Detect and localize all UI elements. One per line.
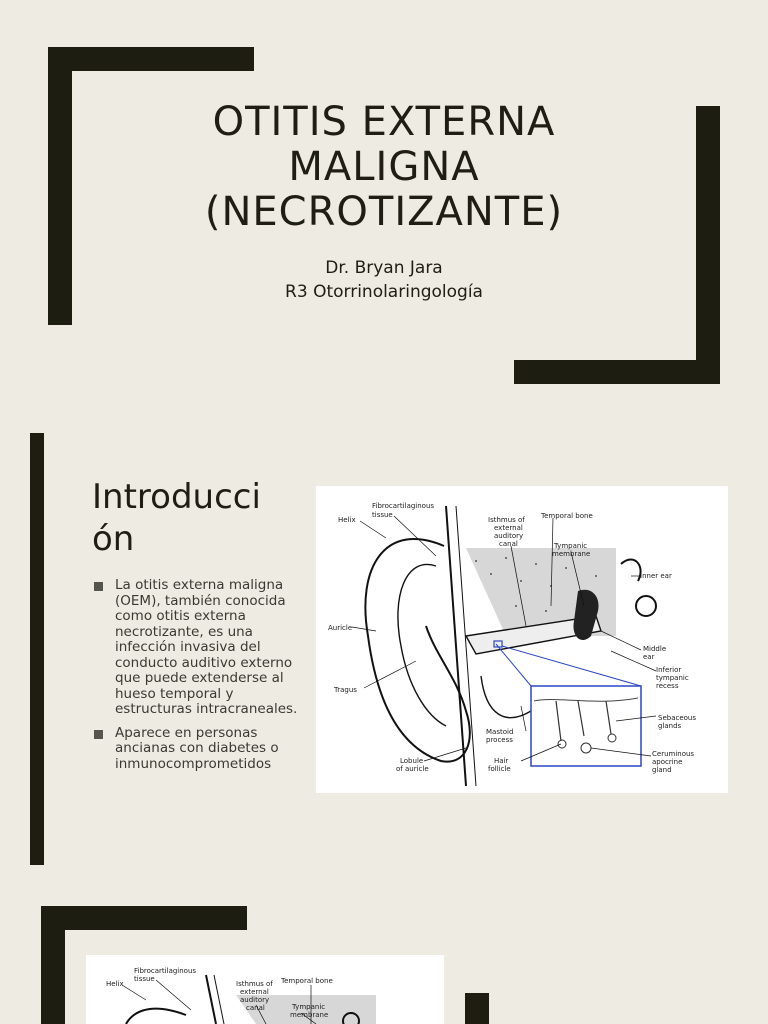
antihelix-outline <box>398 564 446 726</box>
title-line: OTITIS EXTERNA <box>212 99 556 145</box>
cochlea-shape <box>636 596 656 616</box>
author-name: Dr. Bryan Jara <box>325 258 443 278</box>
corner-frame-bottom-bar <box>514 360 720 384</box>
ear-anatomy-illustration <box>316 486 728 793</box>
semicircular-canal-shape <box>621 559 641 581</box>
ear-anatomy-diagram-repeat <box>86 955 444 1024</box>
title-line: MALIGNA <box>288 144 480 190</box>
accent-vertical-bar <box>30 433 44 865</box>
skull-edge-line <box>446 506 466 786</box>
skull-edge-line <box>206 975 216 1024</box>
corner-frame-top-bar <box>48 47 254 71</box>
bullet-text: Aparece en personas ancianas con diabetes o inmunocomprometidos <box>115 724 279 772</box>
label-mastoid: Mastoid <box>486 728 514 736</box>
label-apocrine: apocrine <box>652 758 683 766</box>
label-recess: recess <box>656 682 679 690</box>
inset-detail-box <box>531 686 641 766</box>
presentation-title <box>130 100 638 235</box>
label-gland: gland <box>652 766 672 774</box>
label-auricle: Auricle <box>328 624 353 632</box>
label-inferior: Inferior <box>656 666 682 674</box>
label-ear: ear <box>643 653 655 661</box>
label-lobule: Lobule <box>400 757 424 765</box>
label-fibrocartilaginous: Fibrocartilaginous <box>134 967 197 975</box>
label-inner-ear: Inner ear <box>640 572 672 580</box>
author-role: R3 Otorrinolaringología <box>285 282 483 302</box>
inset-connector-lines <box>496 644 641 686</box>
ear-anatomy-diagram <box>316 486 728 793</box>
label-isthmus: Isthmus of <box>236 980 273 988</box>
label-tympanic-2: tympanic <box>656 674 689 682</box>
label-external: external <box>494 524 523 532</box>
label-helix: Helix <box>106 980 124 988</box>
label-tympanic: Tympanic <box>292 1003 326 1011</box>
label-membrane: membrane <box>552 550 591 558</box>
label-membrane: membrane <box>290 1011 329 1019</box>
label-process: process <box>486 736 513 744</box>
mastoid-outline <box>481 676 531 718</box>
label-temporal-bone: Temporal bone <box>281 977 333 985</box>
label-sebaceous: Sebaceous <box>658 714 697 722</box>
bullet-square-icon <box>94 730 103 739</box>
bullet-item <box>92 578 302 718</box>
label-of-auricle: of auricle <box>396 765 429 773</box>
auricle-outline <box>126 1009 186 1024</box>
presentation-subtitle <box>150 256 618 304</box>
ear-anatomy-illustration-repeat <box>86 955 444 1024</box>
slide-heading <box>92 476 292 560</box>
corner-frame-right-bar <box>465 993 489 1024</box>
corner-frame-top-bar <box>41 906 247 930</box>
label-tympanic: Tympanic <box>554 542 588 550</box>
label-canal: canal <box>499 540 518 548</box>
label-hair: Hair <box>494 757 509 765</box>
bullet-text: La otitis externa maligna (OEM), también conocida como otitis externa necrotizante, es una infección invasiva del conducto auditivo externo que puede extenderse al hueso temporal y estructuras intracraneales. <box>115 577 298 717</box>
label-helix: Helix <box>338 516 356 524</box>
label-middle: Middle <box>643 645 667 653</box>
heading-line: ón <box>92 519 135 559</box>
corner-frame-left-bar <box>41 906 65 1024</box>
label-tissue: tissue <box>134 975 155 983</box>
label-glands: glands <box>658 722 682 730</box>
label-ceruminous: Ceruminous <box>652 750 695 758</box>
label-auditory: auditory <box>494 532 524 540</box>
bullet-square-icon <box>94 582 103 591</box>
label-isthmus: Isthmus of <box>488 516 525 524</box>
label-temporal-bone: Temporal bone <box>541 512 593 520</box>
label-tissue: tissue <box>372 511 393 519</box>
title-line: (NECROTIZANTE) <box>204 189 564 235</box>
bullet-list <box>92 578 302 780</box>
corner-frame-left-bar <box>48 47 72 325</box>
auricle-outline <box>365 539 469 762</box>
bullet-item <box>92 726 302 773</box>
label-auditory: auditory <box>240 996 270 1004</box>
heading-line: Introducci <box>92 477 261 517</box>
label-fibrocartilaginous: Fibrocartilaginous <box>372 502 435 510</box>
label-canal: canal <box>246 1004 265 1012</box>
label-external: external <box>240 988 269 996</box>
label-follicle: follicle <box>488 765 511 773</box>
corner-frame-right-bar <box>696 106 720 384</box>
label-tragus: Tragus <box>334 686 357 694</box>
